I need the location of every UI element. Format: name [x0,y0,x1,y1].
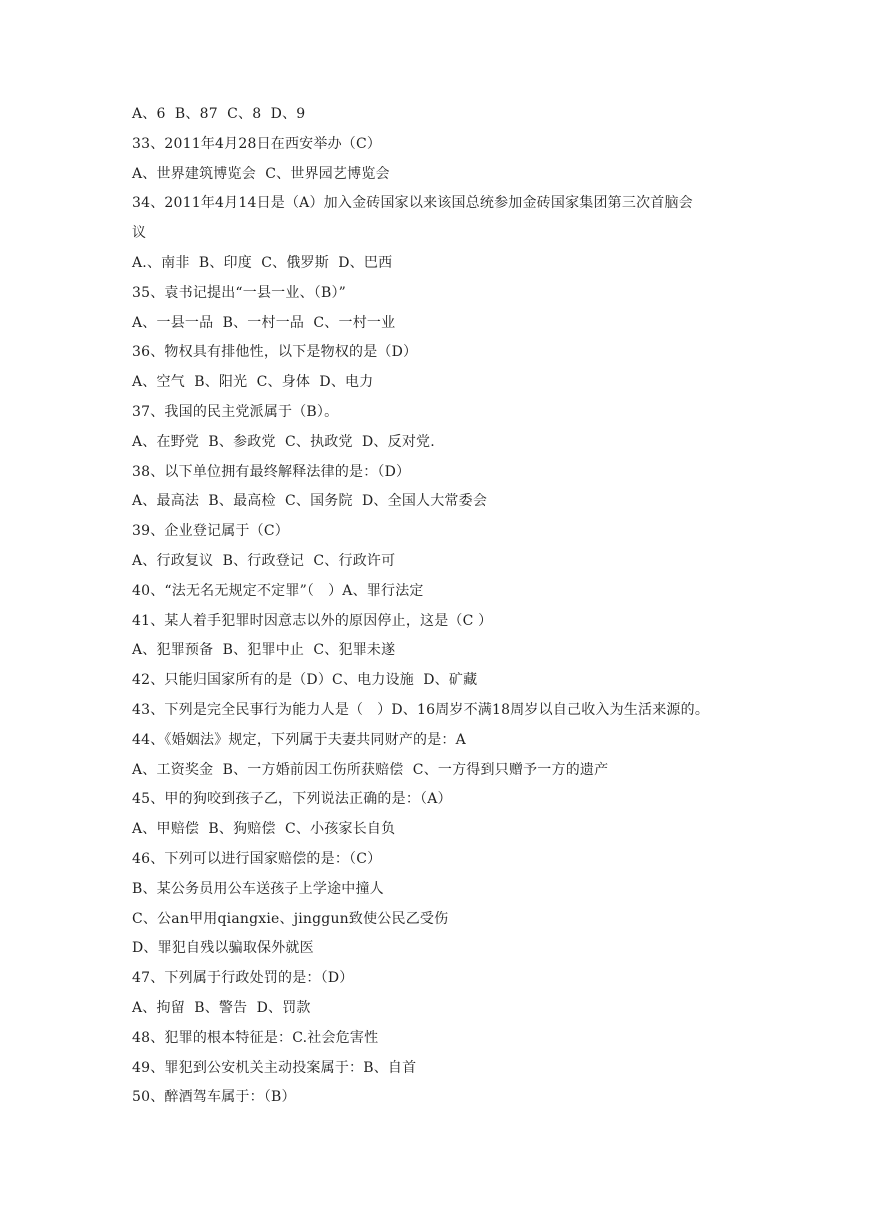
text-line: 议 [132,225,147,242]
text-line: 47、下列属于行政处罚的是：（D） [132,970,354,987]
text-line: A、世界建筑博览会 C、世界园艺博览会 [132,165,390,182]
text-line: A、在野党 B、参政党 C、执政党 D、反对党. [132,433,435,450]
text-line: 50、醉酒驾车属于：（B） [132,1089,296,1106]
text-line: A、拘留 B、警告 D、罚款 [132,999,311,1016]
text-line: A、空气 B、阳光 C、身体 D、电力 [132,374,374,391]
text-line: 39、企业登记属于（C） [132,523,289,540]
text-line: A、甲赔偿 B、狗赔偿 C、小孩家长自负 [132,821,396,838]
text-line: 43、下列是完全民事行为能力人是（ ）D、16周岁不满18周岁以自己收入为生活来源的。 [132,701,710,718]
text-line: A、最高法 B、最高检 C、国务院 D、全国人大常委会 [132,493,488,510]
text-line: 40、“法无名无规定不定罪”（ ）A、罪行法定 [132,582,424,599]
text-line: B、某公务员用公车送孩子上学途中撞人 [132,880,384,897]
text-line: 33、2011年4月28日在西安举办（C） [132,135,382,152]
text-line: A、一县一品 B、一村一品 C、一村一业 [132,314,396,331]
text-line: 36、物权具有排他性，以下是物权的是（D） [132,344,418,361]
text-line: A.、南非 B、印度 C、俄罗斯 D、巴西 [132,254,393,271]
text-line: 42、只能归国家所有的是（D）C、电力设施 D、矿藏 [132,672,478,689]
text-line: A、6 B、87 C、8 D、9 [132,106,306,122]
text-line: 35、袁书记提出“一县一业、（B）” [132,284,347,301]
text-line: A、犯罪预备 B、犯罪中止 C、犯罪未遂 [132,642,396,659]
text-line: 34、2011年4月14日是（A）加入金砖国家以来该国总统参加金砖国家集团第三次首脑会 [132,195,693,212]
text-line: 49、罪犯到公安机关主动投案属于：B、自首 [132,1059,417,1076]
text-line: C、公an甲用qiangxie、jinggun致使公民乙受伤 [132,910,449,927]
text-line: 44、《婚姻法》规定，下列属于夫妻共同财产的是：A [132,731,466,748]
text-line: 46、下列可以进行国家赔偿的是：（C） [132,850,382,867]
document-body [132,100,762,1113]
text-line: D、罪犯自残以骗取保外就医 [132,940,314,957]
text-line: 45、甲的狗咬到孩子乙，下列说法正确的是：（A） [132,791,452,808]
text-line: 37、我国的民主党派属于（B）。 [132,403,339,420]
text-line: 41、某人着手犯罪时因意志以外的原因停止，这是（C ） [132,612,493,629]
text-line: 48、犯罪的根本特征是：C.社会危害性 [132,1029,379,1046]
text-line: A、工资奖金 B、一方婚前因工伤所获赔偿 C、一方得到只赠予一方的遗产 [132,761,609,778]
text-line: 38、以下单位拥有最终解释法律的是：（D） [132,463,411,480]
text-line: A、行政复议 B、行政登记 C、行政许可 [132,552,396,569]
